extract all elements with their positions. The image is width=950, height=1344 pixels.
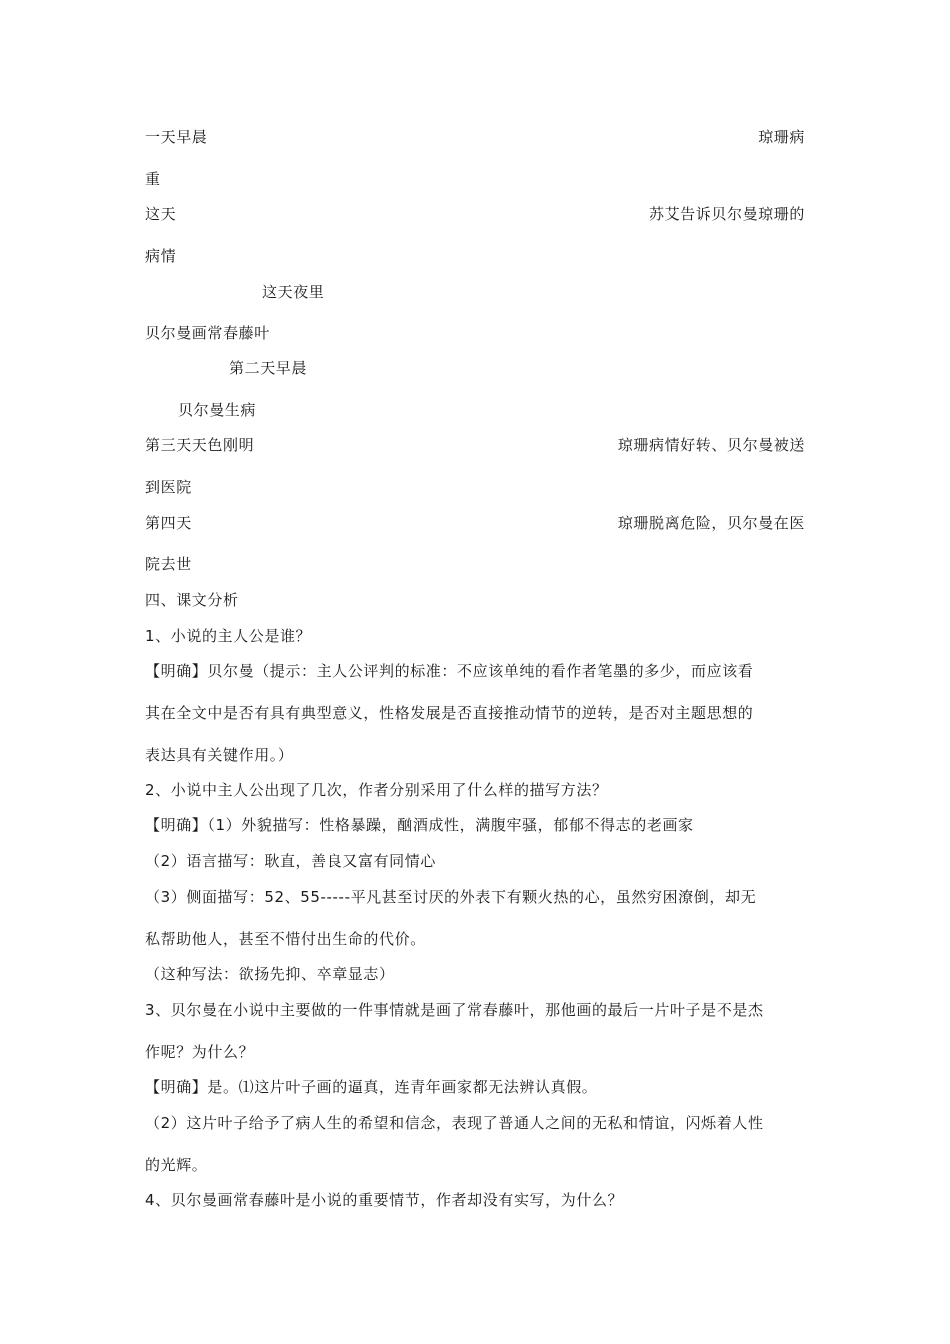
question-4: 4、贝尔曼画常春藤叶是小说的重要情节，作者却没有实写，为什么？ <box>145 1191 624 1209</box>
timeline-event-2: 苏艾告诉贝尔曼琼珊的 <box>648 205 805 223</box>
answer-2-line-3: （3）侧面描写：52、55-----平凡甚至讨厌的外表下有颗火热的心，虽然穷困潦倒，却无 <box>145 888 757 906</box>
timeline-time-3: 这天夜里 <box>262 283 325 301</box>
answer-3-line-2: （2）这片叶子给予了病人生的希望和信念，表现了普通人之间的无私和情谊，闪烁着人性 <box>145 1114 764 1132</box>
question-3-line-2: 作呢？为什么？ <box>145 1043 255 1061</box>
answer-2-line-4: 私帮助他人，甚至不惜付出生命的代价。 <box>145 930 426 948</box>
timeline-time-1: 一天早晨 <box>145 128 208 146</box>
timeline-time-5: 第三天天色刚明 <box>145 436 255 454</box>
timeline-event-3: 贝尔曼画常春藤叶 <box>145 324 270 342</box>
question-3-line-1: 3、贝尔曼在小说中主要做的一件事情就是画了常春藤叶，那他画的最后一片叶子是不是杰 <box>145 1001 764 1019</box>
timeline-event-2-continued: 病情 <box>145 247 177 265</box>
question-2: 2、小说中主人公出现了几次，作者分别采用了什么样的描写方法？ <box>145 781 608 799</box>
timeline-time-4: 第二天早晨 <box>229 359 308 377</box>
timeline-event-5: 琼珊病情好转、贝尔曼被送 <box>617 436 805 454</box>
timeline-event-5-continued: 到医院 <box>145 478 192 496</box>
answer-2-line-5: （这种写法：欲扬先抑、卒章显志） <box>145 965 395 983</box>
answer-1-line-2: 其在全文中是否有具有典型意义，性格发展是否直接推动情节的逆转，是否对主题思想的 <box>145 704 754 722</box>
timeline-time-2: 这天 <box>145 205 177 223</box>
answer-1-line-3: 表达具有关键作用。） <box>145 746 294 764</box>
timeline-event-6: 琼珊脱离危险，贝尔曼在医 <box>617 514 805 532</box>
section-heading: 四、课文分析 <box>145 591 239 609</box>
answer-3-line-3: 的光辉。 <box>145 1156 208 1174</box>
answer-1-line-1: 【明确】贝尔曼（提示：主人公评判的标准：不应该单纯的看作者笔墨的多少，而应该看 <box>145 662 754 680</box>
answer-2-line-1: 【明确】（1）外貌描写：性格暴躁，酗酒成性，满腹牢骚，郁郁不得志的老画家 <box>145 816 694 834</box>
timeline-event-1: 琼珊病 <box>758 128 805 146</box>
answer-2-line-2: （2）语言描写：耿直，善良又富有同情心 <box>145 852 436 870</box>
timeline-event-4: 贝尔曼生病 <box>178 401 257 419</box>
timeline-time-6: 第四天 <box>145 514 192 532</box>
timeline-event-6-continued: 院去世 <box>145 555 192 573</box>
answer-3-line-1: 【明确】是。⑴这片叶子画的逼真，连青年画家都无法辨认真假。 <box>145 1078 598 1096</box>
question-1: 1、小说的主人公是谁？ <box>145 627 312 645</box>
timeline-event-1-continued: 重 <box>145 170 161 188</box>
